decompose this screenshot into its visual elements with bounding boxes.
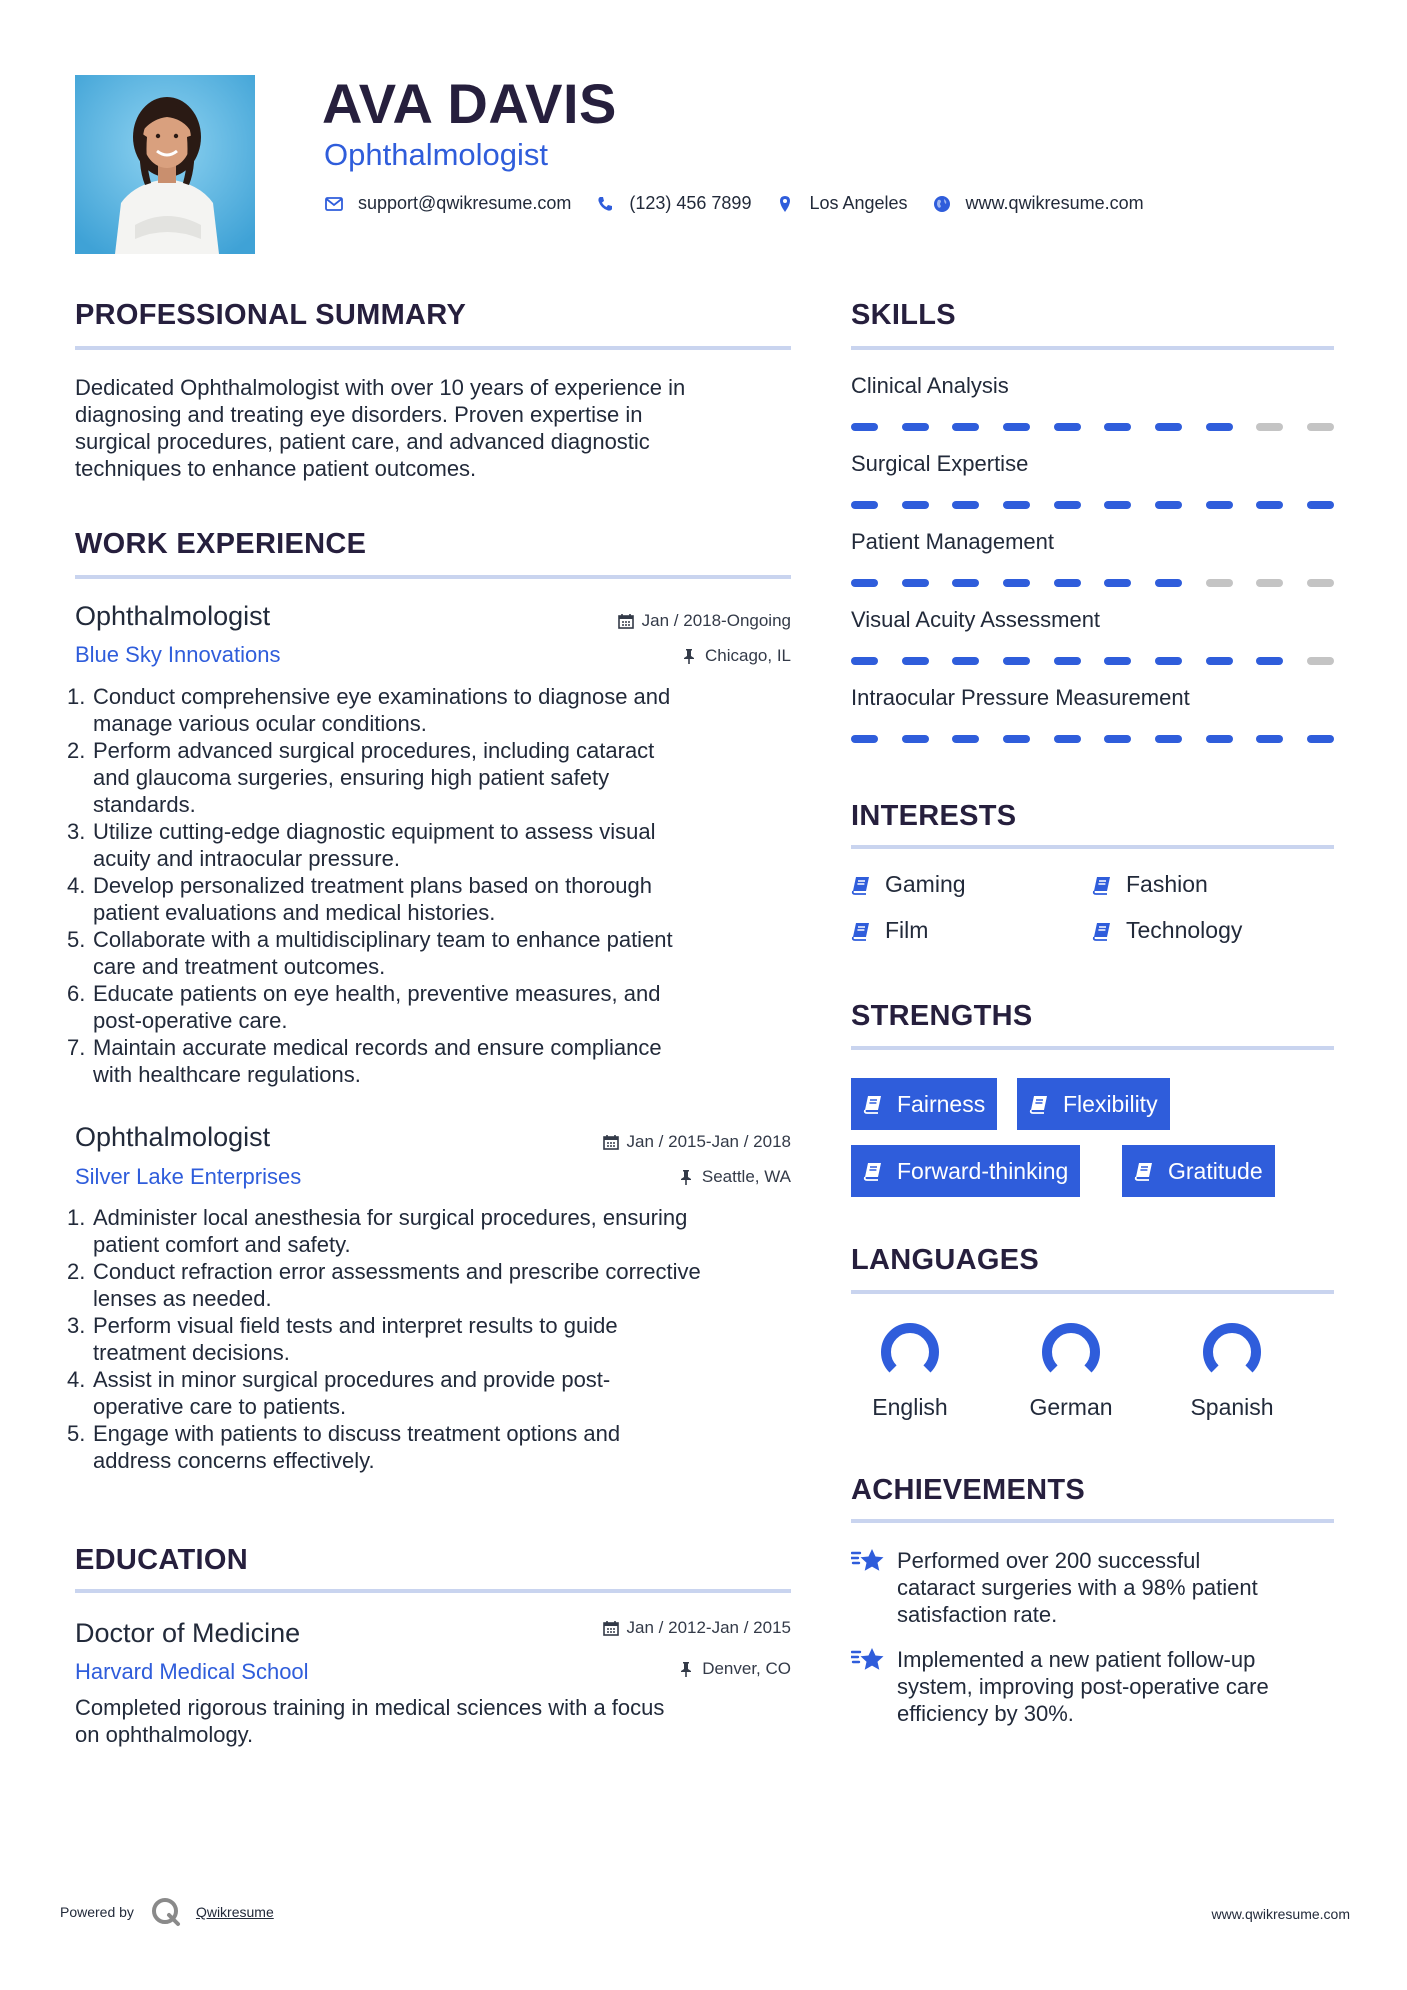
calendar-icon: [602, 1133, 620, 1151]
book-icon: [863, 1093, 885, 1115]
skill-dot-filled: [1054, 657, 1081, 665]
education-location-text: Denver, CO: [702, 1659, 791, 1678]
list-item-line: Administer local anesthesia for surgical procedures, ensuring: [93, 1205, 688, 1230]
skill-dot-filled: [851, 579, 878, 587]
skill-dot-filled: [1003, 579, 1030, 587]
education-divider: [75, 1589, 791, 1593]
pushpin-icon: [677, 1168, 695, 1186]
list-item-line: Conduct comprehensive eye examinations to diagnose and: [93, 684, 671, 709]
footer-powered-by: [60, 1896, 274, 1928]
footer-website-link[interactable]: www.qwikresume.com: [1211, 1906, 1350, 1922]
skill-dot-filled: [902, 423, 929, 431]
skill-level-bar: [851, 579, 1334, 587]
achievements-divider: [851, 1519, 1334, 1523]
achievements-heading: ACHIEVEMENTS: [851, 1474, 1086, 1506]
skill-dot-filled: [1206, 735, 1233, 743]
achievement-item: [851, 1547, 1258, 1628]
interest-item: [1092, 871, 1208, 898]
interest-item: [1092, 917, 1242, 944]
skill-dot-filled: [1155, 579, 1182, 587]
strength-tag: [1017, 1078, 1170, 1130]
job-dates: [500, 610, 791, 632]
skill-dot-filled: [952, 501, 979, 509]
list-item-line: treatment decisions.: [93, 1340, 290, 1365]
skill-dot-filled: [1054, 423, 1081, 431]
achievement-text: [897, 1646, 1269, 1727]
book-icon: [1029, 1093, 1051, 1115]
list-item: 5. Collaborate with a multidisciplinary team to enhance patient care and treatment outcomes.: [75, 926, 795, 980]
achievement-item: [851, 1646, 1269, 1727]
languages-divider: [851, 1290, 1334, 1294]
list-item-line: lenses as needed.: [93, 1286, 272, 1311]
language-level-ring: [880, 1322, 940, 1382]
skill-level-bar: [851, 423, 1334, 431]
calendar-icon: [617, 612, 635, 630]
language-level-ring: [1202, 1322, 1262, 1382]
skills-divider: [851, 346, 1334, 350]
summary-line: surgical procedures, patient care, and advanced diagnostic: [75, 429, 650, 454]
list-item-line: post-operative care.: [93, 1008, 288, 1033]
achievement-text: [897, 1547, 1258, 1628]
languages-heading: LANGUAGES: [851, 1244, 1039, 1276]
list-item-line: patient evaluations and medical histories.: [93, 900, 496, 925]
company-name: Silver Lake Enterprises: [75, 1164, 302, 1189]
skill-dot-filled: [902, 735, 929, 743]
experience-divider: [75, 575, 791, 579]
candidate-name: AVA DAVIS: [322, 72, 617, 135]
interest-label: Gaming: [885, 871, 966, 897]
experience-heading: WORK EXPERIENCE: [75, 528, 367, 560]
summary-line: diagnosing and treating eye disorders. Proven expertise in: [75, 402, 643, 427]
education-heading: EDUCATION: [75, 1544, 248, 1576]
skill-dot-filled: [1155, 423, 1182, 431]
skill-dot-filled: [1104, 423, 1131, 431]
list-item: 5. Engage with patients to discuss treatment options and address concerns effectively.: [75, 1420, 795, 1474]
list-item-line: Assist in minor surgical procedures and provide post-: [93, 1367, 611, 1392]
achievement-line: Performed over 200 successful: [897, 1548, 1201, 1573]
profile-photo: [75, 75, 255, 254]
skill-name: Patient Management: [851, 529, 1055, 554]
skill-level-bar: [851, 657, 1334, 665]
education-location: [500, 1658, 791, 1680]
contact-phone[interactable]: [595, 193, 751, 214]
job-title: Ophthalmologist: [75, 1122, 271, 1152]
language-level-arc: [886, 1328, 934, 1369]
skill-dot-filled: [1003, 423, 1030, 431]
list-item-line: patient comfort and safety.: [93, 1232, 351, 1257]
skill-dot-filled: [1206, 501, 1233, 509]
list-item-line: acuity and intraocular pressure.: [93, 846, 400, 871]
list-item: 7. Maintain accurate medical records and ensure compliance with healthcare regulations.: [75, 1034, 795, 1088]
skill-dot-filled: [1206, 423, 1233, 431]
summary-divider: [75, 346, 791, 350]
summary-line: techniques to enhance patient outcomes.: [75, 456, 477, 481]
contact-email[interactable]: [324, 193, 571, 214]
degree-title: Doctor of Medicine: [75, 1618, 301, 1648]
star-icon: [851, 1547, 885, 1575]
list-item-line: Educate patients on eye health, preventive measures, and: [93, 981, 661, 1006]
list-item-line: manage various ocular conditions.: [93, 711, 427, 736]
education-description: [75, 1694, 664, 1748]
list-item-line: care and treatment outcomes.: [93, 954, 386, 979]
skill-dot-empty: [1206, 579, 1233, 587]
summary-heading: PROFESSIONAL SUMMARY: [75, 299, 467, 331]
achievement-line: efficiency by 30%.: [897, 1701, 1074, 1726]
list-item: 4. Assist in minor surgical procedures and provide post- operative care to patients.: [75, 1366, 795, 1420]
skill-dot-filled: [1256, 657, 1283, 665]
pushpin-icon: [677, 1660, 695, 1678]
contact-website-text: www.qwikresume.com: [965, 193, 1144, 213]
skill-dot-filled: [952, 579, 979, 587]
list-item: 3. Perform visual field tests and interpret results to guide treatment decisions.: [75, 1312, 795, 1366]
skill-dot-filled: [1003, 657, 1030, 665]
book-icon: [851, 920, 873, 942]
achievement-line: satisfaction rate.: [897, 1602, 1058, 1627]
skill-dot-filled: [902, 501, 929, 509]
language-level-arc: [1047, 1328, 1095, 1369]
list-item-line: Collaborate with a multidisciplinary team to enhance patient: [93, 927, 673, 952]
book-icon: [1092, 920, 1114, 942]
interests-heading: INTERESTS: [851, 800, 1017, 832]
language-item: [1177, 1322, 1287, 1421]
job-dates-text: Jan / 2018-Ongoing: [641, 611, 791, 630]
summary-line: Dedicated Ophthalmologist with over 10 years of experience in: [75, 375, 686, 400]
job-responsibilities: [67, 683, 795, 1088]
skills-heading: SKILLS: [851, 299, 956, 331]
list-item-line: Develop personalized treatment plans based on thorough: [93, 873, 652, 898]
job-location-text: Chicago, IL: [705, 646, 791, 665]
skill-dot-filled: [952, 735, 979, 743]
skill-dot-empty: [1307, 579, 1334, 587]
language-level-arc: [1208, 1328, 1256, 1369]
education-line: on ophthalmology.: [75, 1722, 254, 1747]
skill-name: Clinical Analysis: [851, 373, 1009, 398]
list-item-line: Conduct refraction error assessments and prescribe corrective: [93, 1259, 701, 1284]
strengths-divider: [851, 1046, 1334, 1050]
skill-dot-filled: [851, 501, 878, 509]
skill-level-bar: [851, 735, 1334, 743]
skill-dot-empty: [1307, 657, 1334, 665]
language-label: Spanish: [1190, 1394, 1274, 1420]
skill-dot-filled: [1307, 501, 1334, 509]
achievement-line: Implemented a new patient follow-up: [897, 1647, 1256, 1672]
list-item-line: Maintain accurate medical records and ensure compliance: [93, 1035, 662, 1060]
language-label: English: [872, 1394, 948, 1420]
interest-label: Film: [885, 917, 929, 943]
list-item: 3. Utilize cutting-edge diagnostic equipment to assess visual acuity and intraocular pressure.: [75, 818, 795, 872]
pushpin-icon: [680, 647, 698, 665]
job-location: [500, 1166, 791, 1188]
book-icon: [851, 874, 873, 896]
job-location: [500, 645, 791, 667]
skill-dot-filled: [902, 579, 929, 587]
strength-label: Forward-thinking: [897, 1157, 1069, 1184]
strength-tag: [851, 1078, 997, 1130]
education-line: Completed rigorous training in medical sciences with a focus: [75, 1695, 665, 1720]
list-item-line: with healthcare regulations.: [93, 1062, 361, 1087]
interest-item: [851, 917, 928, 944]
strength-label: Gratitude: [1168, 1157, 1263, 1184]
strength-tag: [1122, 1145, 1275, 1197]
skill-dot-filled: [1206, 657, 1233, 665]
contact-email-text: support@qwikresume.com: [358, 193, 572, 213]
skill-dot-filled: [851, 657, 878, 665]
skill-name: Intraocular Pressure Measurement: [851, 685, 1190, 710]
education-dates: [500, 1617, 791, 1639]
powered-by-text: Powered by: [60, 1904, 134, 1920]
list-item-line: Utilize cutting-edge diagnostic equipment to assess visual: [93, 819, 656, 844]
summary-text: [75, 374, 685, 482]
achievement-line: system, improving post-operative care: [897, 1674, 1269, 1699]
job-dates-text: Jan / 2015-Jan / 2018: [626, 1132, 791, 1151]
map-pin-icon: [775, 194, 795, 214]
achievement-line: cataract surgeries with a 98% patient: [897, 1575, 1258, 1600]
star-icon: [851, 1646, 885, 1674]
contact-location-text: Los Angeles: [809, 193, 908, 213]
education-dates-text: Jan / 2012-Jan / 2015: [626, 1618, 791, 1637]
strength-tag: [851, 1145, 1080, 1197]
contact-bar: [324, 193, 1168, 214]
skill-dot-filled: [1256, 501, 1283, 509]
qwikresume-logo-icon: [150, 1896, 182, 1928]
skill-dot-filled: [902, 657, 929, 665]
skill-dot-filled: [1155, 501, 1182, 509]
skill-dot-filled: [1155, 735, 1182, 743]
interest-item: [851, 871, 966, 898]
language-level-ring: [1041, 1322, 1101, 1382]
strengths-heading: STRENGTHS: [851, 1000, 1033, 1032]
list-item: 1. Administer local anesthesia for surgical procedures, ensuring patient comfort and safety.: [75, 1204, 795, 1258]
envelope-icon: [324, 194, 344, 214]
job-responsibilities: [67, 1204, 795, 1474]
skill-dot-filled: [1104, 501, 1131, 509]
book-icon: [1134, 1160, 1156, 1182]
list-item: 6. Educate patients on eye health, preventive measures, and post-operative care.: [75, 980, 795, 1034]
language-label: German: [1029, 1394, 1113, 1420]
language-item: [1016, 1322, 1126, 1421]
language-item: [855, 1322, 965, 1421]
job-title: Ophthalmologist: [75, 601, 271, 631]
skill-dot-filled: [1003, 735, 1030, 743]
company-name: Blue Sky Innovations: [75, 642, 281, 667]
list-item-line: Perform visual field tests and interpret results to guide: [93, 1313, 618, 1338]
interest-label: Fashion: [1126, 871, 1208, 897]
skill-dot-filled: [851, 423, 878, 431]
list-item: 4. Develop personalized treatment plans based on thorough patient evaluations and medical histories.: [75, 872, 795, 926]
list-item: 2. Conduct refraction error assessments and prescribe corrective lenses as needed.: [75, 1258, 795, 1312]
skill-dot-filled: [1104, 579, 1131, 587]
list-item-line: and glaucoma surgeries, ensuring high patient safety: [93, 765, 610, 790]
skill-dot-filled: [1104, 735, 1131, 743]
phone-icon: [595, 194, 615, 214]
interest-label: Technology: [1126, 917, 1243, 943]
skill-name: Surgical Expertise: [851, 451, 1029, 476]
skill-dot-filled: [1104, 657, 1131, 665]
skill-dot-filled: [1256, 735, 1283, 743]
skill-dot-filled: [1307, 735, 1334, 743]
book-icon: [1092, 874, 1114, 896]
contact-phone-text: (123) 456 7899: [629, 193, 752, 213]
job-dates: [500, 1131, 791, 1153]
globe-icon: [932, 194, 952, 214]
skill-dot-filled: [952, 657, 979, 665]
brand-link[interactable]: Qwikresume: [195, 1904, 274, 1920]
list-item-line: Engage with patients to discuss treatment options and: [93, 1421, 621, 1446]
skill-dot-filled: [1054, 501, 1081, 509]
list-item: 1. Conduct comprehensive eye examinations to diagnose and manage various ocular conditions.: [75, 683, 795, 737]
skill-dot-empty: [1307, 423, 1334, 431]
calendar-icon: [602, 1619, 620, 1637]
interests-divider: [851, 845, 1334, 849]
candidate-job-title: Ophthalmologist: [324, 137, 549, 172]
skill-dot-empty: [1256, 423, 1283, 431]
skill-dot-filled: [1054, 579, 1081, 587]
skill-level-bar: [851, 501, 1334, 509]
skill-dot-filled: [851, 735, 878, 743]
skill-dot-filled: [1155, 657, 1182, 665]
list-item-line: address concerns effectively.: [93, 1448, 375, 1473]
contact-location: [775, 193, 907, 214]
skill-dot-filled: [1003, 501, 1030, 509]
school-name: Harvard Medical School: [75, 1659, 309, 1684]
list-item-line: standards.: [93, 792, 196, 817]
book-icon: [863, 1160, 885, 1182]
skill-dot-empty: [1256, 579, 1283, 587]
job-location-text: Seattle, WA: [701, 1167, 791, 1186]
list-item-line: operative care to patients.: [93, 1394, 347, 1419]
strength-label: Fairness: [897, 1090, 986, 1117]
list-item: 2. Perform advanced surgical procedures, including cataract and glaucoma surgeries, ensuring high patient safety standards.: [75, 737, 795, 818]
strength-label: Flexibility: [1063, 1090, 1158, 1117]
skill-dot-filled: [1054, 735, 1081, 743]
list-item-line: Perform advanced surgical procedures, including cataract: [93, 738, 655, 763]
contact-website[interactable]: [932, 193, 1144, 214]
skill-name: Visual Acuity Assessment: [851, 607, 1101, 632]
skill-dot-filled: [952, 423, 979, 431]
